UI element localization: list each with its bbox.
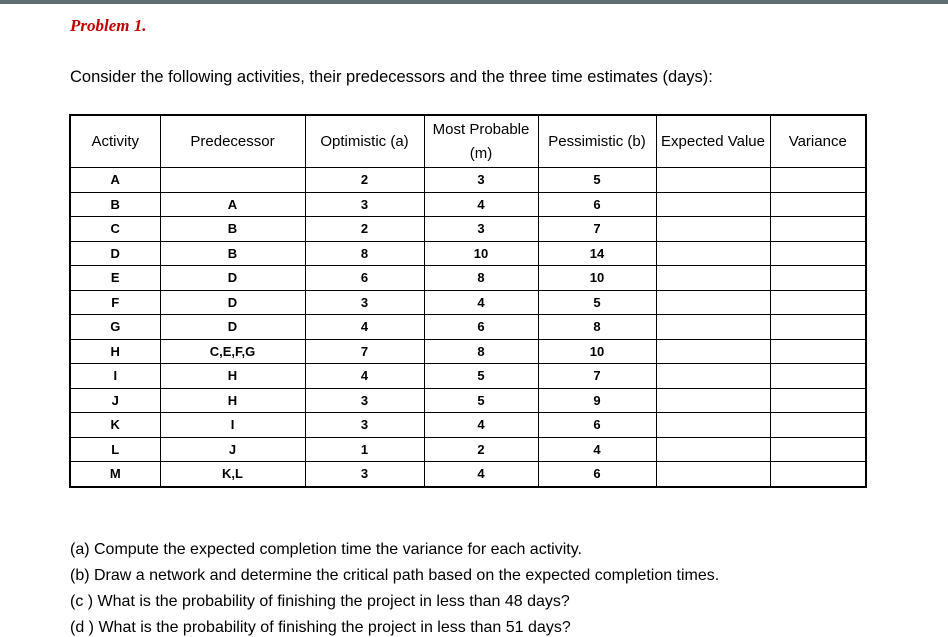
activity-cell: K xyxy=(70,413,160,438)
header-activity: Activity xyxy=(70,115,160,168)
predecessor-cell: B xyxy=(160,241,305,266)
activity-cell: F xyxy=(70,290,160,315)
table-row xyxy=(70,315,866,340)
header-variance: Variance xyxy=(770,115,866,168)
table-row xyxy=(70,339,866,364)
expected-value-cell xyxy=(656,388,770,413)
table-row xyxy=(70,462,866,487)
most-probable-cell: 5 xyxy=(424,388,538,413)
optimistic-cell: 3 xyxy=(305,388,424,413)
expected-value-cell xyxy=(656,462,770,487)
table-row xyxy=(70,192,866,217)
optimistic-cell: 3 xyxy=(305,290,424,315)
predecessor-cell: J xyxy=(160,437,305,462)
optimistic-cell: 8 xyxy=(305,241,424,266)
variance-cell xyxy=(770,315,866,340)
header-most-probable: Most Probable (m) xyxy=(424,115,538,168)
most-probable-cell: 6 xyxy=(424,315,538,340)
expected-value-cell xyxy=(656,364,770,389)
activity-cell: E xyxy=(70,266,160,291)
variance-cell xyxy=(770,437,866,462)
header-optimistic: Optimistic (a) xyxy=(305,115,424,168)
variance-cell xyxy=(770,388,866,413)
question-b: (b) Draw a network and determine the critical path based on the expected completion times. xyxy=(70,567,720,584)
activity-cell: A xyxy=(70,168,160,193)
predecessor-cell: K,L xyxy=(160,462,305,487)
variance-cell xyxy=(770,462,866,487)
optimistic-cell: 2 xyxy=(305,168,424,193)
top-border xyxy=(0,0,948,4)
activity-cell: G xyxy=(70,315,160,340)
variance-cell xyxy=(770,241,866,266)
expected-value-cell xyxy=(656,168,770,193)
most-probable-cell: 3 xyxy=(424,168,538,193)
optimistic-cell: 7 xyxy=(305,339,424,364)
table-row xyxy=(70,217,866,242)
predecessor-cell: C,E,F,G xyxy=(160,339,305,364)
pessimistic-cell: 10 xyxy=(538,266,656,291)
table-row xyxy=(70,413,866,438)
pessimistic-cell: 6 xyxy=(538,413,656,438)
predecessor-cell xyxy=(160,168,305,193)
predecessor-cell: I xyxy=(160,413,305,438)
most-probable-cell: 4 xyxy=(424,192,538,217)
variance-cell xyxy=(770,339,866,364)
pessimistic-cell: 7 xyxy=(538,364,656,389)
variance-cell xyxy=(770,364,866,389)
pessimistic-cell: 4 xyxy=(538,437,656,462)
expected-value-cell xyxy=(656,315,770,340)
expected-value-cell xyxy=(656,192,770,217)
expected-value-cell xyxy=(656,241,770,266)
variance-cell xyxy=(770,266,866,291)
table-row xyxy=(70,388,866,413)
pessimistic-cell: 8 xyxy=(538,315,656,340)
predecessor-cell: D xyxy=(160,290,305,315)
activity-cell: M xyxy=(70,462,160,487)
table-row xyxy=(70,241,866,266)
expected-value-cell xyxy=(656,339,770,364)
predecessor-cell: A xyxy=(160,192,305,217)
predecessor-cell: H xyxy=(160,364,305,389)
pessimistic-cell: 5 xyxy=(538,290,656,315)
activity-cell: C xyxy=(70,217,160,242)
most-probable-cell: 4 xyxy=(424,462,538,487)
activity-cell: J xyxy=(70,388,160,413)
most-probable-cell: 8 xyxy=(424,266,538,291)
pessimistic-cell: 9 xyxy=(538,388,656,413)
expected-value-cell xyxy=(656,437,770,462)
most-probable-cell: 5 xyxy=(424,364,538,389)
question-c: (c ) What is the probability of finishing the project in less than 48 days? xyxy=(70,593,570,610)
expected-value-cell xyxy=(656,266,770,291)
variance-cell xyxy=(770,168,866,193)
header-pessimistic: Pessimistic (b) xyxy=(538,115,656,168)
optimistic-cell: 3 xyxy=(305,413,424,438)
header-expected-value: Expected Value xyxy=(656,115,770,168)
optimistic-cell: 3 xyxy=(305,462,424,487)
variance-cell xyxy=(770,192,866,217)
optimistic-cell: 3 xyxy=(305,192,424,217)
activity-cell: L xyxy=(70,437,160,462)
question-d: (d ) What is the probability of finishing the project in less than 51 days? xyxy=(70,619,571,636)
table-row xyxy=(70,437,866,462)
pessimistic-cell: 6 xyxy=(538,462,656,487)
predecessor-cell: H xyxy=(160,388,305,413)
activity-cell: H xyxy=(70,339,160,364)
table-row xyxy=(70,266,866,291)
pessimistic-cell: 7 xyxy=(538,217,656,242)
pessimistic-cell: 5 xyxy=(538,168,656,193)
predecessor-cell: D xyxy=(160,266,305,291)
most-probable-cell: 2 xyxy=(424,437,538,462)
optimistic-cell: 6 xyxy=(305,266,424,291)
intro-text: Consider the following activities, their predecessors and the three time estimates (days): xyxy=(70,68,713,86)
most-probable-cell: 4 xyxy=(424,413,538,438)
optimistic-cell: 4 xyxy=(305,364,424,389)
activity-table xyxy=(69,114,867,488)
optimistic-cell: 2 xyxy=(305,217,424,242)
pessimistic-cell: 10 xyxy=(538,339,656,364)
header-predecessor: Predecessor xyxy=(160,115,305,168)
optimistic-cell: 4 xyxy=(305,315,424,340)
activity-cell: I xyxy=(70,364,160,389)
variance-cell xyxy=(770,413,866,438)
expected-value-cell xyxy=(656,290,770,315)
optimistic-cell: 1 xyxy=(305,437,424,462)
pessimistic-cell: 6 xyxy=(538,192,656,217)
most-probable-cell: 8 xyxy=(424,339,538,364)
problem-title: Problem 1. xyxy=(70,16,147,35)
table-row xyxy=(70,168,866,193)
activity-cell: B xyxy=(70,192,160,217)
question-a: (a) Compute the expected completion time the variance for each activity. xyxy=(70,541,582,558)
table-row xyxy=(70,364,866,389)
most-probable-cell: 10 xyxy=(424,241,538,266)
variance-cell xyxy=(770,290,866,315)
expected-value-cell xyxy=(656,217,770,242)
most-probable-cell: 3 xyxy=(424,217,538,242)
predecessor-cell: B xyxy=(160,217,305,242)
predecessor-cell: D xyxy=(160,315,305,340)
activity-cell: D xyxy=(70,241,160,266)
pessimistic-cell: 14 xyxy=(538,241,656,266)
table-row xyxy=(70,290,866,315)
expected-value-cell xyxy=(656,413,770,438)
table-header-row xyxy=(70,115,866,168)
variance-cell xyxy=(770,217,866,242)
most-probable-cell: 4 xyxy=(424,290,538,315)
